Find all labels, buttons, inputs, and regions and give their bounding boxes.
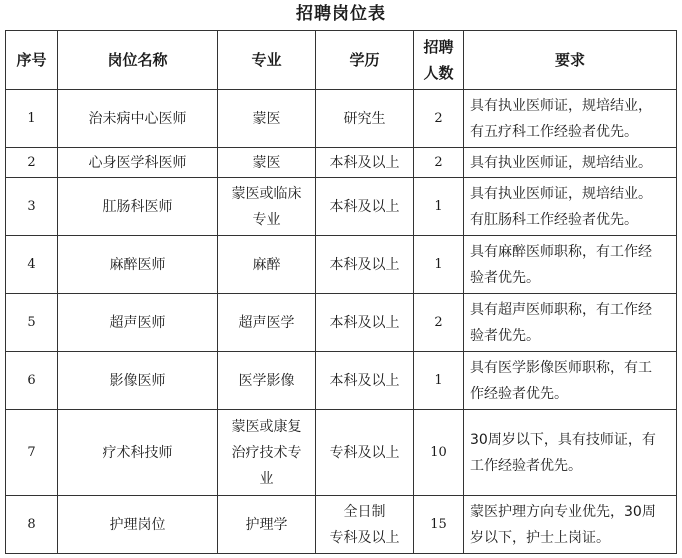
row-requirements: 30周岁以下，具有技师证，有 工作经验者优先。 [464, 410, 677, 496]
page-title: 招聘岗位表 [296, 4, 386, 24]
row-education: 专科及以上 [316, 410, 414, 496]
row-position: 超声医师 [58, 294, 218, 352]
row-seq: 3 [6, 178, 58, 236]
table-row [6, 178, 677, 236]
row-education: 本科及以上 [316, 178, 414, 236]
row-position: 治未病中心医师 [58, 90, 218, 148]
row-major: 蒙医 [218, 148, 316, 178]
row-position: 肛肠科医师 [58, 178, 218, 236]
row-seq: 6 [6, 352, 58, 410]
row-seq: 4 [6, 236, 58, 294]
row-requirements: 具有超声医师职称，有工作经 验者优先。 [464, 294, 677, 352]
row-count: 2 [414, 90, 464, 148]
row-major: 蒙医或临床 专业 [218, 178, 316, 236]
row-count: 1 [414, 236, 464, 294]
row-seq: 1 [6, 90, 58, 148]
table-row [6, 236, 677, 294]
table-row [6, 148, 677, 178]
row-requirements: 蒙医护理方向专业优先，30周 岁以下，护士上岗证。 [464, 496, 677, 554]
table-header-row [6, 31, 677, 90]
row-education: 本科及以上 [316, 294, 414, 352]
row-major: 蒙医或康复 治疗技术专 业 [218, 410, 316, 496]
row-position: 疗术科技师 [58, 410, 218, 496]
row-position: 麻醉医师 [58, 236, 218, 294]
header-education: 学历 [316, 31, 414, 90]
row-education: 全日制 专科及以上 [316, 496, 414, 554]
table-row [6, 294, 677, 352]
header-seq: 序号 [6, 31, 58, 90]
header-position: 岗位名称 [58, 31, 218, 90]
row-requirements: 具有麻醉医师职称，有工作经 验者优先。 [464, 236, 677, 294]
row-major: 麻醉 [218, 236, 316, 294]
row-education: 本科及以上 [316, 148, 414, 178]
row-education: 本科及以上 [316, 352, 414, 410]
row-count: 2 [414, 294, 464, 352]
row-count: 2 [414, 148, 464, 178]
row-position: 心身医学科医师 [58, 148, 218, 178]
row-requirements: 具有执业医师证，规培结业。 有肛肠科工作经验者优先。 [464, 178, 677, 236]
row-education: 本科及以上 [316, 236, 414, 294]
header-count: 招聘 人数 [414, 31, 464, 90]
row-seq: 5 [6, 294, 58, 352]
row-count: 1 [414, 352, 464, 410]
header-major: 专业 [218, 31, 316, 90]
table-row [6, 90, 677, 148]
row-seq: 8 [6, 496, 58, 554]
row-major: 蒙医 [218, 90, 316, 148]
recruitment-table [5, 30, 677, 554]
row-position: 护理岗位 [58, 496, 218, 554]
row-count: 15 [414, 496, 464, 554]
row-position: 影像医师 [58, 352, 218, 410]
row-education: 研究生 [316, 90, 414, 148]
row-major: 护理学 [218, 496, 316, 554]
table-row [6, 496, 677, 554]
row-seq: 7 [6, 410, 58, 496]
row-seq: 2 [6, 148, 58, 178]
row-count: 10 [414, 410, 464, 496]
table-row [6, 410, 677, 496]
table-row [6, 352, 677, 410]
header-requirements: 要求 [464, 31, 677, 90]
row-major: 超声医学 [218, 294, 316, 352]
row-requirements: 具有执业医师证，规培结业， 有五疗科工作经验者优先。 [464, 90, 677, 148]
row-requirements: 具有执业医师证，规培结业。 [464, 148, 677, 178]
row-major: 医学影像 [218, 352, 316, 410]
row-requirements: 具有医学影像医师职称，有工 作经验者优先。 [464, 352, 677, 410]
row-count: 1 [414, 178, 464, 236]
